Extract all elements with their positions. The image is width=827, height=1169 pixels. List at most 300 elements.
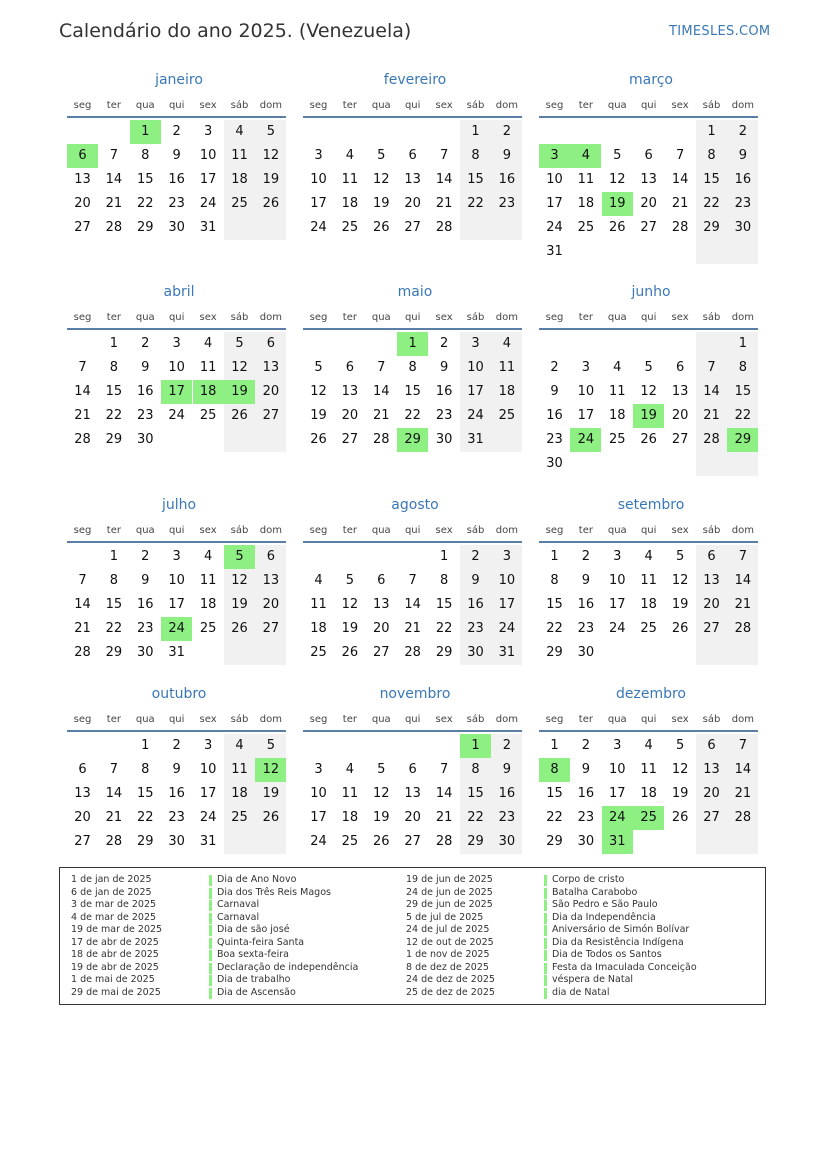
holiday-day-cell: 17 bbox=[161, 380, 192, 404]
weekday-header: ter bbox=[342, 100, 357, 111]
day-cell: 29 bbox=[696, 216, 727, 240]
day-cell: 11 bbox=[609, 384, 626, 399]
day-cell: 4 bbox=[224, 120, 255, 144]
day-cell: 19 bbox=[373, 810, 390, 825]
day-cell: 22 bbox=[696, 192, 727, 216]
day-cell: 12 bbox=[609, 172, 626, 187]
day-cell: 7 bbox=[408, 573, 417, 588]
day-cell: 24 bbox=[310, 834, 327, 849]
day-cell: 25 bbox=[224, 806, 255, 830]
day-cell: 11 bbox=[224, 144, 255, 168]
holiday-marker bbox=[544, 875, 547, 886]
day-cell: 1 bbox=[109, 549, 119, 564]
day-cell: 10 bbox=[168, 573, 185, 588]
month-agosto bbox=[303, 425, 527, 660]
day-cell: 24 bbox=[546, 220, 563, 235]
day-cell: 5 bbox=[377, 148, 386, 163]
weekday-header: sáb bbox=[702, 525, 721, 536]
holiday-marker bbox=[209, 888, 212, 899]
day-cell: 19 bbox=[310, 408, 327, 423]
day-cell: 26 bbox=[341, 645, 359, 660]
day-cell: 13 bbox=[74, 172, 91, 187]
holiday-day-cell: 19 bbox=[633, 404, 664, 428]
weekday-header: sáb bbox=[230, 714, 249, 725]
day-cell: 15 bbox=[435, 597, 453, 612]
day-cell: 25 bbox=[224, 192, 255, 216]
day-cell: 20 bbox=[696, 593, 727, 617]
day-cell: 22 bbox=[105, 408, 123, 423]
day-cell: 16 bbox=[168, 172, 185, 187]
day-cell: 27 bbox=[640, 220, 657, 235]
day-cell: 10 bbox=[546, 172, 563, 187]
day-cell: 30 bbox=[727, 216, 758, 240]
day-cell: 25 bbox=[577, 220, 595, 235]
day-cell: 12 bbox=[373, 786, 390, 801]
holiday-marker bbox=[544, 975, 547, 986]
day-cell: 15 bbox=[696, 168, 727, 192]
weekday-header: qua bbox=[607, 525, 627, 536]
holiday-marker bbox=[209, 963, 212, 974]
holiday-day-cell: 5 bbox=[224, 545, 255, 569]
weekday-header: seg bbox=[73, 714, 92, 725]
legend-date: 18 de abr de 2025 bbox=[71, 949, 159, 960]
holiday-marker bbox=[209, 975, 212, 986]
weekday-header: dom bbox=[495, 525, 518, 536]
legend-holiday-name: São Pedro e São Paulo bbox=[552, 899, 658, 910]
weekday-header: qui bbox=[640, 525, 657, 536]
day-cell: 22 bbox=[546, 810, 563, 825]
day-cell: 2 bbox=[460, 545, 491, 569]
day-cell: 1 bbox=[109, 336, 119, 351]
day-cell: 15 bbox=[546, 786, 563, 801]
holiday-marker bbox=[544, 938, 547, 949]
day-cell: 14 bbox=[373, 384, 390, 399]
legend-holiday-name: Batalha Carabobo bbox=[552, 886, 638, 898]
legend-holiday-name: Dia de trabalho bbox=[217, 974, 291, 985]
day-cell: 26 bbox=[373, 834, 390, 849]
legend-date: 1 de mai de 2025 bbox=[71, 974, 155, 985]
day-cell: 8 bbox=[460, 144, 491, 168]
day-cell: 31 bbox=[491, 641, 522, 665]
weekday-header: qui bbox=[168, 312, 185, 323]
holiday-marker bbox=[209, 938, 212, 949]
day-cell: 27 bbox=[696, 806, 727, 830]
legend-date: 4 de mar de 2025 bbox=[71, 911, 157, 923]
day-cell: 14 bbox=[74, 384, 91, 399]
holiday-day-cell: 1 bbox=[397, 332, 428, 356]
day-cell: 20 bbox=[74, 810, 91, 825]
day-cell: 30 bbox=[491, 830, 522, 854]
legend-holiday-name: Festa da Imaculada Conceição bbox=[552, 961, 697, 973]
day-cell: 22 bbox=[727, 404, 758, 428]
weekday-header: qua bbox=[371, 100, 391, 111]
day-cell: 18 bbox=[341, 196, 359, 211]
weekday-header: qui bbox=[168, 714, 185, 725]
holiday-marker bbox=[544, 988, 547, 999]
day-cell: 12 bbox=[224, 356, 255, 380]
weekday-header: qua bbox=[607, 312, 627, 323]
day-cell: 17 bbox=[199, 786, 217, 801]
weekday-header: seg bbox=[309, 100, 328, 111]
day-cell: 10 bbox=[168, 360, 185, 375]
day-cell: 25 bbox=[341, 834, 359, 849]
day-cell: 28 bbox=[74, 432, 91, 447]
day-cell: 20 bbox=[404, 196, 421, 211]
weekday-header: seg bbox=[545, 100, 564, 111]
day-cell: 18 bbox=[310, 621, 327, 636]
day-cell: 6 bbox=[644, 148, 653, 163]
day-cell: 26 bbox=[224, 404, 255, 428]
day-cell: 26 bbox=[310, 432, 327, 447]
month-name: outubro bbox=[151, 686, 207, 702]
brand-logo-text[interactable]: TIMESLES.COM bbox=[669, 24, 771, 39]
legend-holiday-name: Carnaval bbox=[217, 899, 260, 910]
holiday-day-cell: 24 bbox=[570, 428, 601, 452]
holiday-day-cell: 4 bbox=[570, 144, 601, 168]
day-cell: 16 bbox=[546, 408, 563, 423]
day-cell: 23 bbox=[546, 432, 563, 447]
weekday-header: qua bbox=[607, 714, 627, 725]
day-cell: 11 bbox=[341, 786, 359, 801]
day-cell: 14 bbox=[671, 172, 689, 187]
weekday-header: qua bbox=[371, 312, 391, 323]
day-cell: 7 bbox=[727, 734, 758, 758]
legend-date: 24 de jul de 2025 bbox=[406, 924, 490, 935]
month-name: janeiro bbox=[155, 72, 203, 88]
day-cell: 8 bbox=[141, 762, 150, 777]
weekday-header: dom bbox=[731, 312, 754, 323]
header-divider bbox=[303, 541, 522, 543]
month-janeiro bbox=[67, 0, 291, 235]
weekday-header: sex bbox=[671, 525, 689, 536]
weekday-header: sex bbox=[671, 100, 689, 111]
day-cell: 5 bbox=[675, 738, 685, 753]
page-title: Calendário do ano 2025. (Venezuela) bbox=[59, 20, 412, 42]
day-cell: 8 bbox=[439, 573, 449, 588]
weekend-empty-cell bbox=[224, 830, 255, 854]
legend-date: 29 de mai de 2025 bbox=[71, 986, 161, 998]
day-cell: 11 bbox=[491, 356, 522, 380]
day-cell: 1 bbox=[727, 332, 758, 356]
day-cell: 16 bbox=[460, 593, 491, 617]
weekday-header: sex bbox=[199, 100, 217, 111]
weekday-header: ter bbox=[578, 714, 593, 725]
day-cell: 9 bbox=[727, 144, 758, 168]
day-cell: 11 bbox=[577, 172, 595, 187]
day-cell: 11 bbox=[310, 597, 327, 612]
day-cell: 24 bbox=[491, 617, 522, 641]
day-cell: 2 bbox=[491, 734, 522, 758]
day-cell: 12 bbox=[310, 384, 327, 399]
day-cell: 7 bbox=[377, 360, 386, 375]
day-cell: 23 bbox=[168, 810, 185, 825]
legend-holiday-name: Corpo de cristo bbox=[552, 874, 625, 885]
header-divider bbox=[539, 730, 758, 732]
day-cell: 16 bbox=[137, 384, 154, 399]
day-cell: 20 bbox=[255, 380, 286, 404]
weekday-header: sáb bbox=[466, 714, 485, 725]
day-cell: 8 bbox=[460, 758, 491, 782]
holiday-marker bbox=[544, 888, 547, 899]
legend-holiday-name: Dia de são josé bbox=[217, 924, 290, 935]
day-cell: 4 bbox=[203, 336, 213, 351]
header-divider bbox=[539, 541, 758, 543]
day-cell: 28 bbox=[727, 617, 758, 641]
weekend-empty-cell bbox=[696, 332, 727, 356]
month-name: agosto bbox=[391, 497, 439, 513]
day-cell: 28 bbox=[671, 220, 689, 235]
day-cell: 28 bbox=[435, 220, 453, 235]
day-cell: 28 bbox=[404, 645, 421, 660]
weekday-header: sáb bbox=[702, 100, 721, 111]
day-cell: 20 bbox=[696, 782, 727, 806]
day-cell: 19 bbox=[224, 593, 255, 617]
month-name: fevereiro bbox=[383, 72, 447, 88]
day-cell: 19 bbox=[341, 621, 359, 636]
day-cell: 28 bbox=[105, 834, 123, 849]
weekday-header: dom bbox=[495, 312, 518, 323]
day-cell: 25 bbox=[491, 404, 522, 428]
header-divider bbox=[67, 328, 286, 330]
holiday-marker bbox=[209, 988, 212, 999]
day-cell: 27 bbox=[255, 404, 286, 428]
day-cell: 23 bbox=[727, 192, 758, 216]
weekday-header: seg bbox=[73, 525, 92, 536]
day-cell: 20 bbox=[255, 593, 286, 617]
day-cell: 31 bbox=[199, 220, 217, 235]
weekday-header: qui bbox=[640, 312, 657, 323]
day-cell: 20 bbox=[640, 196, 657, 211]
day-cell: 11 bbox=[341, 172, 359, 187]
day-cell: 18 bbox=[491, 380, 522, 404]
day-cell: 4 bbox=[644, 738, 653, 753]
month-name: março bbox=[629, 72, 673, 88]
day-cell: 31 bbox=[546, 244, 563, 259]
day-cell: 30 bbox=[168, 220, 185, 235]
day-cell: 3 bbox=[314, 762, 323, 777]
day-cell: 3 bbox=[460, 332, 491, 356]
day-cell: 29 bbox=[546, 834, 563, 849]
day-cell: 16 bbox=[168, 786, 185, 801]
day-cell: 5 bbox=[377, 762, 386, 777]
holiday-day-cell: 6 bbox=[67, 144, 98, 168]
weekday-header: sex bbox=[199, 312, 217, 323]
day-cell: 14 bbox=[435, 172, 453, 187]
weekday-header: seg bbox=[309, 714, 328, 725]
day-cell: 29 bbox=[137, 834, 154, 849]
day-cell: 21 bbox=[373, 408, 390, 423]
day-cell: 4 bbox=[314, 573, 323, 588]
day-cell: 30 bbox=[577, 645, 595, 660]
day-cell: 6 bbox=[377, 573, 386, 588]
legend-date: 19 de jun de 2025 bbox=[406, 874, 493, 885]
day-cell: 1 bbox=[460, 120, 491, 144]
day-cell: 21 bbox=[435, 196, 453, 211]
weekday-header: qui bbox=[404, 714, 421, 725]
weekday-header: sex bbox=[435, 312, 453, 323]
day-cell: 30 bbox=[137, 432, 154, 447]
day-cell: 10 bbox=[609, 573, 626, 588]
day-cell: 27 bbox=[696, 617, 727, 641]
day-cell: 24 bbox=[310, 220, 327, 235]
day-cell: 19 bbox=[255, 168, 286, 192]
day-cell: 26 bbox=[640, 432, 657, 447]
day-cell: 1 bbox=[141, 738, 150, 753]
day-cell: 8 bbox=[109, 573, 119, 588]
day-cell: 9 bbox=[141, 573, 150, 588]
weekday-header: seg bbox=[73, 100, 92, 111]
weekday-header: sex bbox=[435, 100, 453, 111]
day-cell: 25 bbox=[640, 621, 657, 636]
legend-holiday-name: Dia dos Três Reis Magos bbox=[217, 886, 331, 898]
day-cell: 24 bbox=[168, 408, 185, 423]
day-cell: 21 bbox=[435, 810, 453, 825]
day-cell: 26 bbox=[671, 810, 689, 825]
holiday-day-cell: 29 bbox=[727, 428, 758, 452]
day-cell: 8 bbox=[550, 573, 559, 588]
weekday-header: ter bbox=[106, 525, 121, 536]
day-cell: 4 bbox=[613, 360, 622, 375]
day-cell: 7 bbox=[439, 148, 449, 163]
day-cell: 30 bbox=[435, 432, 453, 447]
day-cell: 8 bbox=[141, 148, 150, 163]
day-cell: 28 bbox=[696, 428, 727, 452]
holiday-day-cell: 3 bbox=[539, 144, 570, 168]
weekday-header: seg bbox=[545, 312, 564, 323]
header-divider bbox=[67, 116, 286, 118]
holiday-day-cell: 12 bbox=[255, 758, 286, 782]
day-cell: 29 bbox=[460, 830, 491, 854]
day-cell: 28 bbox=[105, 220, 123, 235]
day-cell: 4 bbox=[224, 734, 255, 758]
day-cell: 2 bbox=[491, 120, 522, 144]
day-cell: 3 bbox=[491, 545, 522, 569]
day-cell: 22 bbox=[404, 408, 421, 423]
day-cell: 13 bbox=[696, 758, 727, 782]
day-cell: 2 bbox=[141, 336, 150, 351]
day-cell: 22 bbox=[137, 810, 154, 825]
weekend-empty-cell bbox=[727, 830, 758, 854]
weekday-header: sex bbox=[435, 714, 453, 725]
day-cell: 15 bbox=[460, 782, 491, 806]
weekday-header: sáb bbox=[466, 525, 485, 536]
day-cell: 23 bbox=[137, 621, 154, 636]
day-cell: 30 bbox=[546, 456, 563, 471]
day-cell: 17 bbox=[609, 597, 626, 612]
day-cell: 17 bbox=[491, 593, 522, 617]
day-cell: 10 bbox=[310, 172, 327, 187]
day-cell: 10 bbox=[199, 762, 217, 777]
weekday-header: qui bbox=[640, 714, 657, 725]
day-cell: 9 bbox=[550, 384, 559, 399]
day-cell: 8 bbox=[408, 360, 417, 375]
day-cell: 10 bbox=[491, 569, 522, 593]
day-cell: 13 bbox=[255, 569, 286, 593]
day-cell: 11 bbox=[640, 573, 657, 588]
day-cell: 30 bbox=[137, 645, 154, 660]
day-cell: 2 bbox=[581, 549, 591, 564]
holiday-day-cell: 19 bbox=[224, 380, 255, 404]
day-cell: 6 bbox=[408, 762, 417, 777]
day-cell: 3 bbox=[581, 360, 591, 375]
day-cell: 4 bbox=[491, 332, 522, 356]
holiday-marker bbox=[209, 913, 212, 924]
day-cell: 6 bbox=[408, 148, 417, 163]
day-cell: 10 bbox=[577, 384, 595, 399]
holiday-day-cell: 8 bbox=[539, 758, 570, 782]
holiday-marker bbox=[209, 925, 212, 936]
day-cell: 9 bbox=[141, 360, 150, 375]
header-divider bbox=[303, 116, 522, 118]
day-cell: 26 bbox=[255, 192, 286, 216]
weekday-header: sáb bbox=[702, 312, 721, 323]
legend-holiday-name: Carnaval bbox=[217, 911, 260, 923]
day-cell: 21 bbox=[74, 408, 91, 423]
weekday-header: ter bbox=[106, 312, 121, 323]
day-cell: 22 bbox=[435, 621, 453, 636]
day-cell: 15 bbox=[105, 384, 123, 399]
day-cell: 12 bbox=[373, 172, 390, 187]
day-cell: 18 bbox=[640, 597, 657, 612]
day-cell: 26 bbox=[373, 220, 390, 235]
day-cell: 9 bbox=[460, 569, 491, 593]
day-cell: 10 bbox=[460, 356, 491, 380]
holiday-marker bbox=[209, 950, 212, 961]
weekday-header: ter bbox=[342, 525, 357, 536]
weekday-header: seg bbox=[309, 312, 328, 323]
holiday-marker bbox=[544, 913, 547, 924]
day-cell: 16 bbox=[435, 384, 453, 399]
day-cell: 14 bbox=[105, 786, 123, 801]
weekend-empty-cell bbox=[255, 830, 286, 854]
month-março bbox=[539, 0, 763, 259]
weekday-header: seg bbox=[545, 714, 564, 725]
weekday-header: qui bbox=[168, 525, 185, 536]
weekday-header: qua bbox=[135, 100, 155, 111]
month-novembro bbox=[303, 614, 527, 849]
day-cell: 13 bbox=[373, 597, 390, 612]
day-cell: 2 bbox=[550, 360, 559, 375]
day-cell: 22 bbox=[137, 196, 154, 211]
weekday-header: sáb bbox=[702, 714, 721, 725]
day-cell: 23 bbox=[491, 192, 522, 216]
legend-date: 3 de mar de 2025 bbox=[71, 899, 157, 910]
legend-holiday-name: Dia de Ano Novo bbox=[217, 874, 297, 885]
day-cell: 10 bbox=[310, 786, 327, 801]
day-cell: 10 bbox=[199, 148, 217, 163]
day-cell: 17 bbox=[460, 380, 491, 404]
weekday-header: qua bbox=[135, 312, 155, 323]
day-cell: 15 bbox=[727, 380, 758, 404]
day-cell: 28 bbox=[74, 645, 91, 660]
weekday-header: qua bbox=[135, 525, 155, 536]
day-cell: 17 bbox=[577, 408, 595, 423]
month-maio bbox=[303, 212, 527, 447]
day-cell: 25 bbox=[341, 220, 359, 235]
weekday-header: seg bbox=[545, 525, 564, 536]
holiday-marker bbox=[209, 900, 212, 911]
day-cell: 13 bbox=[404, 786, 421, 801]
weekday-header: sex bbox=[435, 525, 453, 536]
weekday-header: dom bbox=[495, 714, 518, 725]
day-cell: 16 bbox=[577, 786, 595, 801]
header-divider bbox=[67, 730, 286, 732]
day-cell: 3 bbox=[172, 549, 181, 564]
weekday-header: dom bbox=[731, 714, 754, 725]
month-setembro bbox=[539, 425, 763, 660]
day-cell: 27 bbox=[404, 220, 421, 235]
header-divider bbox=[539, 328, 758, 330]
